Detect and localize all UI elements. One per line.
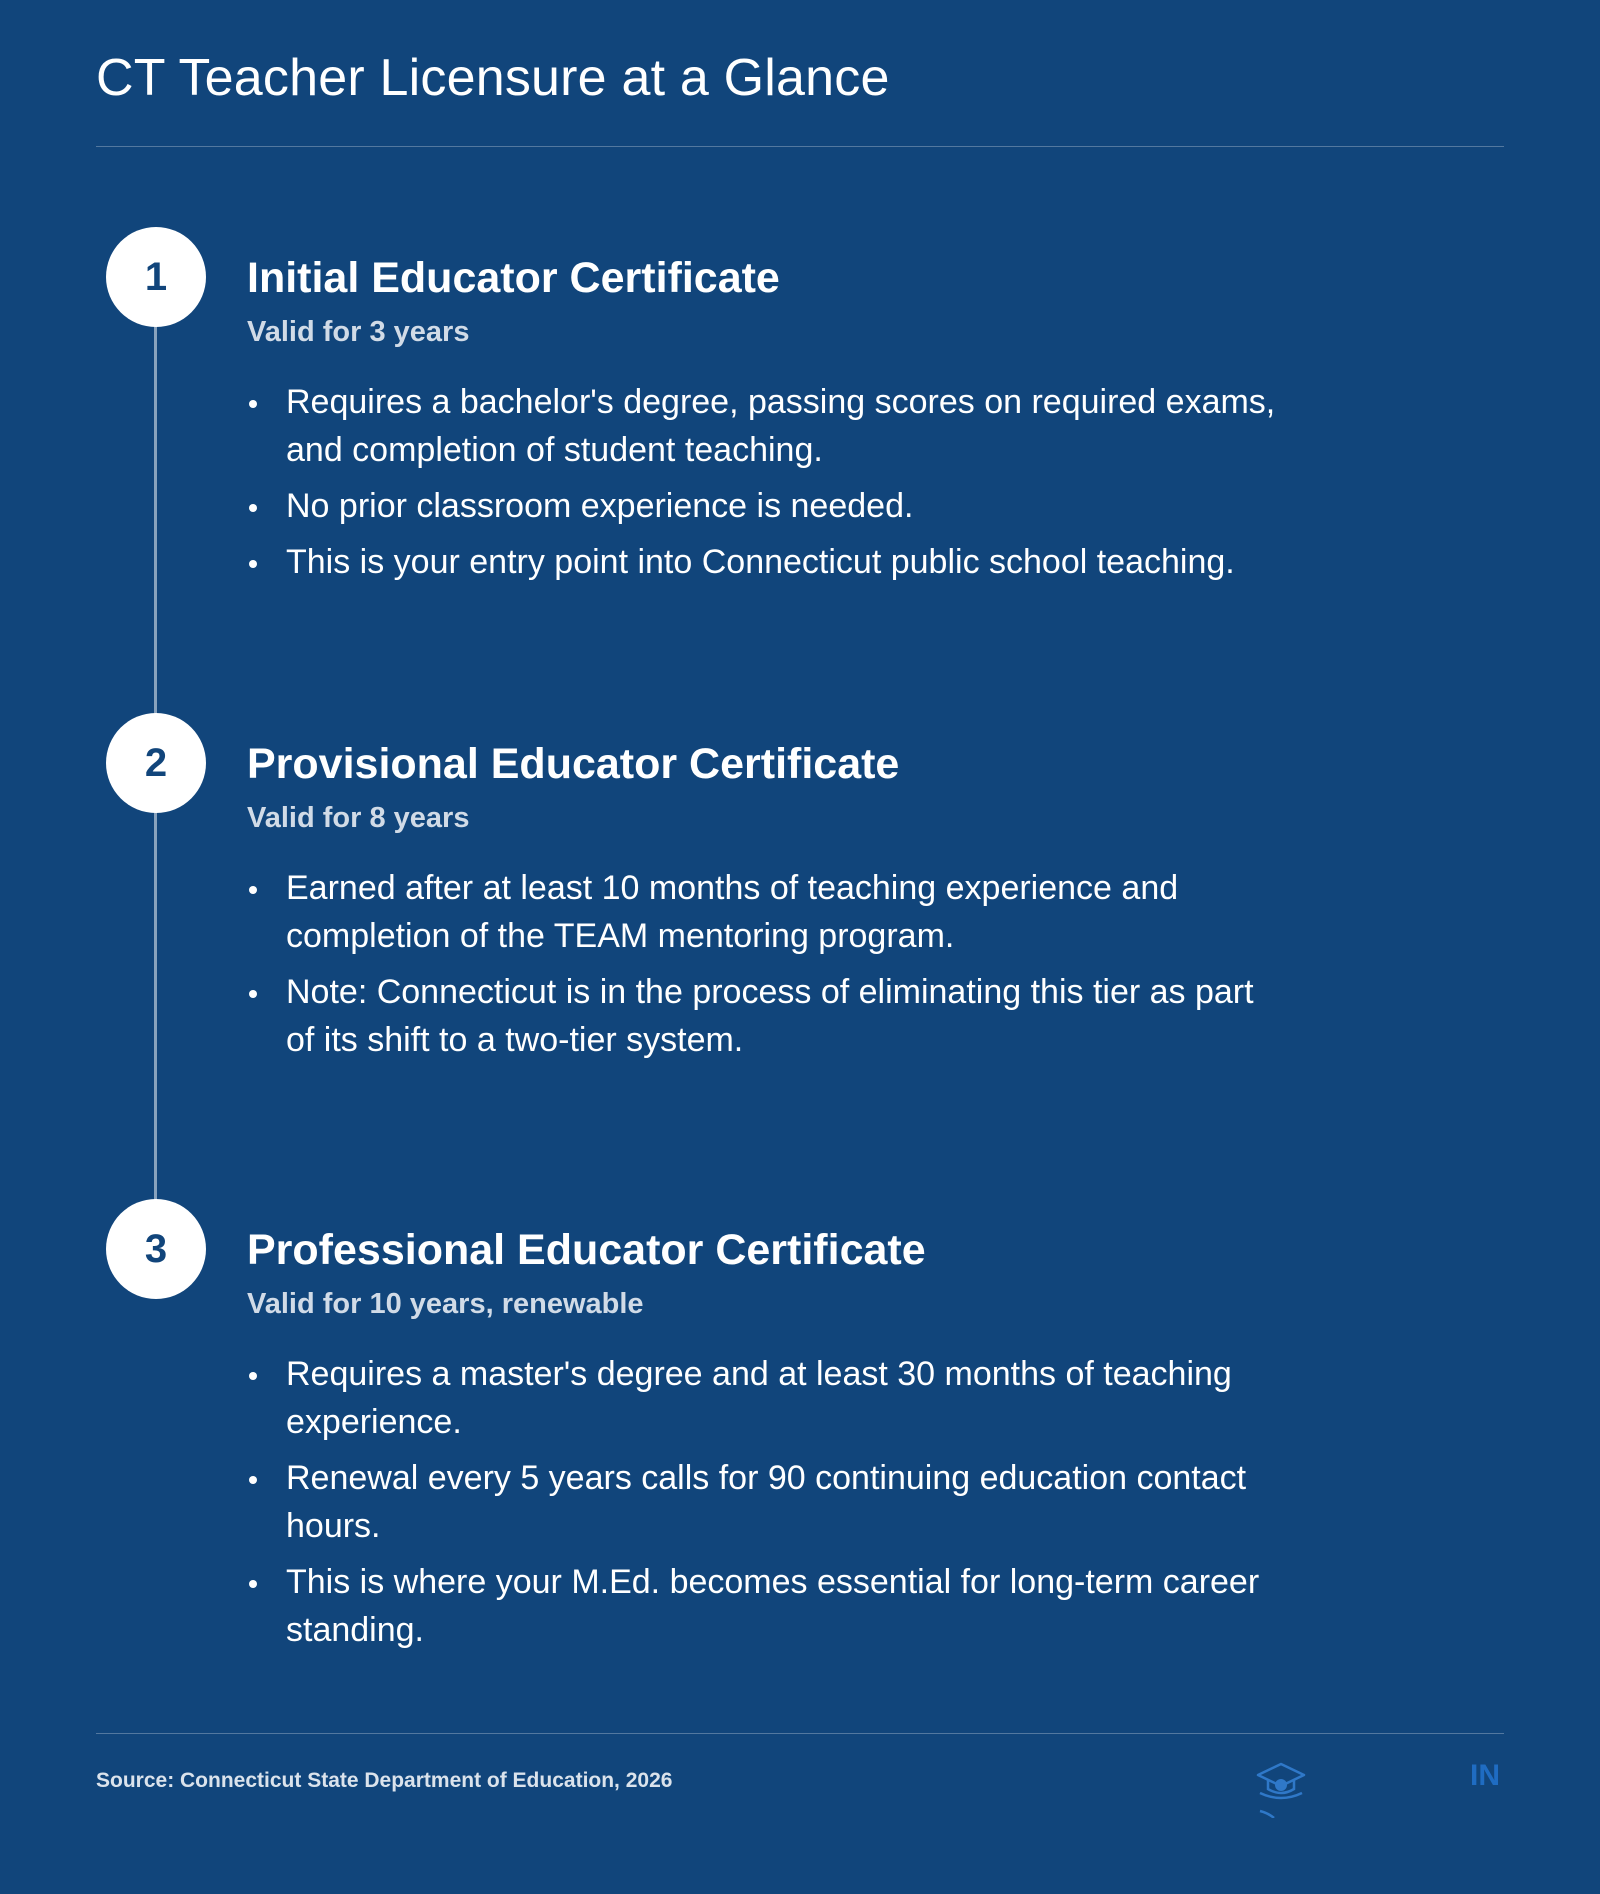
list-item: No prior classroom experience is needed. <box>247 482 1286 530</box>
step-number-badge: 2 <box>106 713 206 813</box>
graduation-cap-icon <box>1254 1760 1308 1818</box>
step-validity: Valid for 10 years, renewable <box>247 1288 644 1320</box>
step-validity: Valid for 8 years <box>247 802 470 834</box>
step-validity: Valid for 3 years <box>247 316 470 348</box>
step-title: Professional Educator Certificate <box>247 1226 926 1274</box>
footer-divider <box>96 1733 1504 1734</box>
list-item: Requires a bachelor's degree, passing scores on required exams, and completion of student teaching. <box>247 378 1286 474</box>
source-citation: Source: Connecticut State Department of Education, 2026 <box>96 1769 673 1792</box>
step-initial-certificate <box>247 252 1276 594</box>
step-provisional-certificate <box>247 738 1254 1072</box>
brand-logo: IN <box>1470 1759 1500 1792</box>
list-item: Requires a master's degree and at least 30 months of teaching experience. <box>247 1350 1286 1446</box>
requirements-list <box>247 378 1276 586</box>
list-item: Note: Connecticut is in the process of eliminating this tier as part of its shift to a two-tier system. <box>247 968 1286 1064</box>
page-title: CT Teacher Licensure at a Glance <box>96 49 890 107</box>
list-item: This is where your M.Ed. becomes essential for long-term career standing. <box>247 1558 1286 1654</box>
list-item: Earned after at least 10 months of teaching experience and completion of the TEAM mentoring program. <box>247 864 1286 960</box>
requirements-list <box>247 1350 1260 1654</box>
step-professional-certificate <box>247 1224 1260 1662</box>
requirements-list <box>247 864 1254 1064</box>
step-title: Initial Educator Certificate <box>247 254 780 302</box>
step-title: Provisional Educator Certificate <box>247 740 900 788</box>
step-number-badge: 3 <box>106 1199 206 1299</box>
header-divider <box>96 146 1504 147</box>
step-number-badge: 1 <box>106 227 206 327</box>
list-item: Renewal every 5 years calls for 90 continuing education contact hours. <box>247 1454 1286 1550</box>
list-item: This is your entry point into Connecticut public school teaching. <box>247 538 1286 586</box>
